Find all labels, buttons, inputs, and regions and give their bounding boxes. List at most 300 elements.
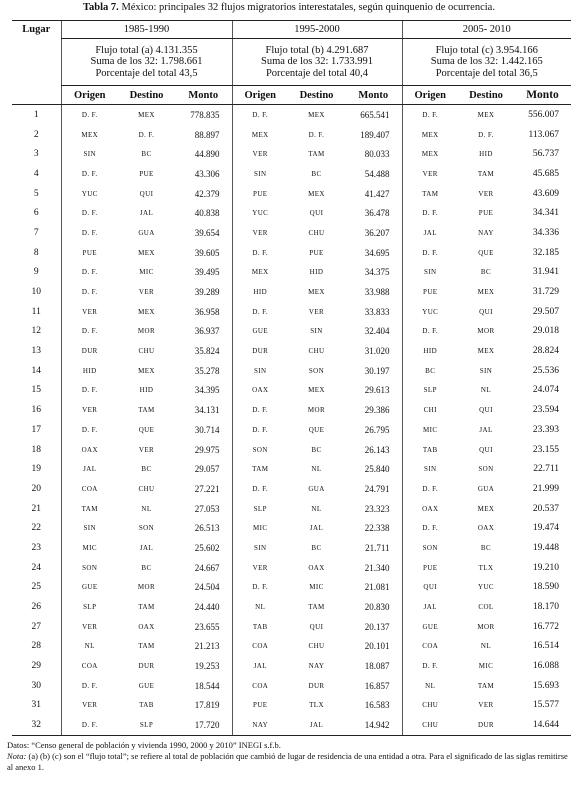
destino-cell: CHU: [308, 228, 325, 237]
destino-cell: GUA: [477, 484, 495, 493]
origen-cell: D. F.: [402, 656, 458, 676]
monto-cell: 45.685: [532, 168, 560, 179]
period-header-2005: 2005- 2010: [402, 21, 571, 39]
suma-32: Suma de los 32: 1.733.991: [261, 56, 373, 68]
destino-cell: QUI: [479, 307, 493, 316]
destino-cell: BC: [141, 563, 152, 572]
monto-cell: 24.667: [194, 562, 220, 573]
rank-cell: 9: [33, 267, 39, 278]
origen-cell: D. F.: [232, 302, 288, 322]
origen-cell: GUE: [232, 322, 288, 342]
destino-cell: QUI: [309, 209, 324, 218]
monto-cell: 20.137: [364, 621, 390, 632]
origen-cell: SIN: [232, 361, 288, 381]
table-row: [12, 302, 571, 322]
origen-cell: HID: [232, 282, 288, 302]
totals-1985: [61, 39, 232, 86]
origen-cell: VER: [232, 558, 288, 578]
destino-cell: MIC: [478, 662, 494, 671]
table-row: [12, 144, 571, 164]
monto-cell: 29.386: [364, 405, 390, 416]
period-header-1985: 1985-1990: [61, 21, 232, 39]
monto-cell: 44.890: [194, 149, 220, 160]
rank-cell: 25: [31, 582, 41, 593]
table-row: [12, 676, 571, 696]
monto-cell: 36.958: [194, 306, 220, 317]
origen-cell: D. F.: [61, 282, 118, 302]
monto-cell: 18.590: [532, 582, 560, 593]
origen-cell: MIC: [402, 420, 458, 440]
destino-cell: TAM: [308, 150, 325, 159]
destino-header: Destino: [458, 86, 514, 105]
monto-cell: 29.507: [532, 306, 560, 317]
rank-cell: 19: [31, 464, 41, 475]
monto-cell: 35.824: [194, 346, 220, 357]
origen-cell: DUR: [61, 341, 118, 361]
monto-header: Monto: [345, 86, 402, 105]
table-row: [12, 538, 571, 558]
destino-cell: QUE: [478, 248, 494, 257]
totals-1995: [232, 39, 402, 86]
origen-cell: D. F.: [232, 105, 288, 125]
table-row: [12, 499, 571, 519]
origen-cell: VER: [232, 223, 288, 243]
monto-cell: 556.007: [528, 109, 560, 120]
origen-cell: MEX: [232, 125, 288, 145]
destino-cell: GUA: [308, 484, 325, 493]
monto-cell: 16.583: [364, 700, 390, 711]
monto-cell: 17.819: [194, 700, 220, 711]
monto-cell: 21.213: [194, 641, 220, 652]
origen-cell: JAL: [232, 656, 288, 676]
origen-cell: TAB: [232, 617, 288, 637]
origen-cell: SIN: [402, 459, 458, 479]
monto-cell: 23.594: [532, 405, 560, 416]
origen-cell: SLP: [232, 499, 288, 519]
origen-cell: SON: [232, 440, 288, 460]
table-row: [12, 243, 571, 263]
destino-cell: MIC: [139, 268, 154, 277]
rank-cell: 10: [31, 287, 41, 298]
destino-cell: TAM: [138, 406, 155, 415]
monto-cell: 15.577: [532, 700, 560, 711]
destino-cell: MEX: [138, 366, 155, 375]
monto-cell: 29.057: [194, 464, 220, 475]
origen-cell: COA: [232, 676, 288, 696]
origen-cell: PUE: [61, 243, 118, 263]
destino-cell: JAL: [139, 209, 154, 218]
destino-cell: CHU: [308, 347, 325, 356]
monto-cell: 19.474: [532, 523, 560, 534]
origen-cell: MEX: [402, 125, 458, 145]
rank-cell: 18: [31, 444, 41, 455]
origen-cell: D. F.: [61, 223, 118, 243]
table-row: [12, 184, 571, 204]
origen-cell: TAB: [402, 440, 458, 460]
origen-cell: PUE: [402, 558, 458, 578]
origen-cell: JAL: [402, 223, 458, 243]
monto-cell: 19.253: [194, 661, 220, 672]
monto-cell: 80.033: [364, 149, 390, 160]
destino-cell: BC: [311, 445, 322, 454]
monto-cell: 39.654: [194, 227, 220, 238]
origen-cell: SIN: [232, 538, 288, 558]
origen-cell: SIN: [402, 263, 458, 283]
destino-cell: JAL: [139, 543, 154, 552]
rank-cell: 4: [33, 168, 39, 179]
monto-cell: 16.088: [532, 661, 560, 672]
origen-cell: D. F.: [61, 105, 118, 125]
origen-cell: YUC: [402, 302, 458, 322]
destino-cell: DUR: [458, 715, 514, 735]
origen-cell: COA: [61, 656, 118, 676]
destino-cell: QUI: [139, 189, 154, 198]
lugar-header: Lugar: [12, 21, 61, 105]
destino-cell: OAX: [138, 622, 155, 631]
monto-cell: 25.840: [364, 464, 390, 475]
monto-cell: 20.537: [532, 503, 560, 514]
monto-cell: 21.340: [364, 562, 390, 573]
rank-cell: 20: [31, 483, 41, 494]
monto-cell: 29.975: [194, 444, 220, 455]
destino-cell: QUI: [479, 406, 493, 415]
destino-cell: MEX: [308, 189, 325, 198]
rank-cell: 22: [31, 523, 41, 534]
destino-cell: MOR: [477, 622, 495, 631]
monto-cell: 778.835: [190, 109, 220, 120]
table-row: [12, 558, 571, 578]
table-row: [12, 696, 571, 716]
porcentaje-total: Porcentaje del total 36,5: [435, 67, 538, 79]
table-row: [12, 263, 571, 283]
origen-cell: SON: [402, 538, 458, 558]
origen-cell: PUE: [402, 282, 458, 302]
origen-cell: VER: [402, 164, 458, 184]
origen-cell: TAM: [232, 459, 288, 479]
monto-cell: 14.942: [345, 715, 402, 735]
destino-cell: MIC: [309, 583, 324, 592]
monto-cell: 19.448: [532, 542, 560, 553]
origen-cell: D. F.: [402, 518, 458, 538]
monto-cell: 21.081: [364, 582, 390, 593]
origen-cell: TAM: [61, 499, 118, 519]
monto-cell: 40.838: [194, 208, 220, 219]
destino-cell: CHU: [138, 484, 155, 493]
origen-header: Origen: [402, 86, 458, 105]
rank-cell: 13: [31, 346, 41, 357]
migration-table: [12, 20, 571, 736]
flujo-total: Flujo total (c) 3.954.166: [435, 44, 538, 56]
monto-cell: 31.941: [532, 267, 560, 278]
table-row: [12, 105, 571, 125]
origen-cell: COA: [61, 479, 118, 499]
monto-cell: 30.714: [194, 424, 220, 435]
destino-cell: TLX: [478, 563, 494, 572]
monto-cell: 31.729: [532, 287, 560, 298]
destino-cell: SON: [138, 524, 155, 533]
table-row: [12, 164, 571, 184]
origen-cell: BC: [402, 361, 458, 381]
monto-cell: 39.289: [194, 287, 220, 298]
monto-cell: 28.824: [532, 346, 560, 357]
rank-cell: 31: [31, 700, 41, 711]
monto-cell: 43.306: [194, 168, 220, 179]
table-row: [12, 518, 571, 538]
table-row: [12, 322, 571, 342]
origen-cell: D. F.: [61, 381, 118, 401]
origen-cell: GUE: [402, 617, 458, 637]
rank-cell: 28: [31, 641, 41, 652]
rank-cell: 6: [33, 208, 39, 219]
rank-cell: 5: [33, 188, 39, 199]
destino-cell: MOR: [477, 327, 495, 336]
monto-cell: 24.791: [364, 483, 390, 494]
monto-cell: 33.833: [364, 306, 390, 317]
period-header-1995: 1995-2000: [232, 21, 402, 39]
destino-cell: JAL: [479, 425, 493, 434]
rank-cell: 15: [31, 385, 41, 396]
destino-cell: MOR: [137, 583, 156, 592]
destino-cell: CHU: [138, 347, 155, 356]
monto-cell: 18.544: [194, 680, 220, 691]
table-row: [12, 361, 571, 381]
monto-cell: 27.221: [194, 483, 220, 494]
monto-cell: 26.795: [364, 424, 390, 435]
monto-cell: 22.338: [364, 523, 390, 534]
monto-cell: 39.495: [194, 267, 220, 278]
origen-cell: OAX: [232, 381, 288, 401]
destino-cell: SON: [308, 366, 325, 375]
rank-cell: 21: [31, 503, 41, 514]
monto-cell: 19.210: [532, 562, 560, 573]
monto-header: Monto: [514, 86, 571, 105]
destino-cell: BC: [141, 465, 152, 474]
table-row: [12, 656, 571, 676]
rank-cell: 7: [33, 227, 39, 238]
origen-cell: MEX: [232, 263, 288, 283]
destino-cell: MOR: [307, 406, 326, 415]
source-note: Datos: “Censo general de población y vivienda 1990, 2000 y 2010” INEGI s.f.b.: [7, 740, 281, 750]
monto-cell: 56.737: [532, 149, 560, 160]
destino-cell: VER: [478, 701, 494, 710]
monto-cell: 24.440: [194, 602, 220, 613]
rank-cell: 3: [33, 149, 39, 160]
destino-cell: MEX: [477, 110, 495, 119]
origen-cell: NL: [232, 597, 288, 617]
table-title-text: México: principales 32 flujos migratorios interestatales, según quinquenio de ocurrencia.: [121, 2, 495, 13]
monto-cell: 16.857: [364, 680, 390, 691]
monto-header: Monto: [175, 86, 232, 105]
origen-cell: D. F.: [232, 578, 288, 598]
rank-cell: 30: [31, 680, 41, 691]
origen-cell: MIC: [61, 538, 118, 558]
destino-cell: NL: [480, 642, 492, 651]
monto-cell: 27.053: [194, 503, 220, 514]
period-header-row: [12, 21, 571, 39]
monto-cell: 17.720: [175, 715, 232, 735]
origen-cell: VER: [232, 144, 288, 164]
destino-cell: TLX: [309, 701, 324, 710]
table-title-label: Tabla 7.: [83, 2, 119, 13]
destino-cell: TAM: [477, 169, 495, 178]
table-row: [12, 578, 571, 598]
destino-cell: TAM: [308, 603, 325, 612]
suma-32: Suma de los 32: 1.798.661: [90, 56, 203, 68]
table-row: [12, 617, 571, 637]
monto-cell: 43.609: [532, 188, 560, 199]
destino-cell: NL: [311, 504, 322, 513]
destino-cell: NAY: [308, 662, 325, 671]
origen-cell: VER: [61, 400, 118, 420]
origen-cell: D. F.: [61, 164, 118, 184]
origen-cell: SLP: [402, 381, 458, 401]
destino-cell: PUE: [478, 209, 494, 218]
origen-cell: DUR: [232, 341, 288, 361]
totals-2005: [402, 39, 571, 86]
origen-cell: D. F.: [402, 322, 458, 342]
destino-cell: PUE: [309, 248, 324, 257]
monto-cell: 54.488: [364, 168, 390, 179]
table-row: [12, 715, 571, 735]
rank-cell: 8: [33, 247, 39, 258]
origen-cell: SIN: [61, 518, 118, 538]
monto-cell: 16.514: [532, 641, 560, 652]
destino-cell: OAX: [477, 524, 495, 533]
monto-cell: 34.395: [194, 385, 220, 396]
destino-cell: QUE: [138, 425, 155, 434]
column-header-row: [12, 86, 571, 105]
destino-cell: D. F.: [308, 130, 325, 139]
origen-cell: JAL: [61, 459, 118, 479]
origen-cell: YUC: [232, 203, 288, 223]
monto-cell: 23.155: [532, 444, 560, 455]
table-row: [12, 597, 571, 617]
table-row: [12, 381, 571, 401]
totals-row: [12, 39, 571, 86]
origen-cell: OAX: [402, 499, 458, 519]
origen-cell: HID: [61, 361, 118, 381]
porcentaje-total: Porcentaje del total 43,5: [95, 67, 198, 79]
destino-cell: JAL: [288, 715, 345, 735]
monto-cell: 29.018: [532, 326, 560, 337]
destino-cell: SLP: [118, 715, 175, 735]
destino-cell: MEX: [308, 386, 325, 395]
origen-cell: NL: [402, 676, 458, 696]
destino-cell: QUI: [309, 622, 324, 631]
destino-cell: D. F.: [138, 130, 155, 139]
destino-cell: MEX: [138, 307, 155, 316]
monto-cell: 39.605: [194, 247, 220, 258]
monto-cell: 15.693: [532, 680, 560, 691]
table-row: [12, 400, 571, 420]
origen-cell: D. F.: [61, 263, 118, 283]
origen-cell: PUE: [232, 696, 288, 716]
destino-cell: VER: [138, 445, 155, 454]
monto-cell: 189.407: [360, 129, 390, 140]
origen-header: Origen: [61, 86, 118, 105]
origen-header: Origen: [232, 86, 288, 105]
origen-cell: JAL: [402, 597, 458, 617]
table-row: [12, 203, 571, 223]
suma-32: Suma de los 32: 1.442.165: [430, 56, 543, 68]
origen-cell: CHU: [402, 696, 458, 716]
monto-cell: 25.602: [194, 542, 220, 553]
origen-cell: D. F.: [61, 203, 118, 223]
monto-cell: 18.170: [532, 602, 560, 613]
destino-cell: D. F.: [478, 130, 494, 139]
monto-cell: 30.197: [364, 365, 390, 376]
origen-cell: COA: [232, 637, 288, 657]
rank-cell: 1: [33, 109, 39, 120]
rank-cell: 16: [31, 405, 41, 416]
monto-cell: 23.655: [194, 621, 220, 632]
monto-cell: 113.067: [528, 129, 560, 140]
origen-cell: MIC: [232, 518, 288, 538]
destino-cell: MEX: [138, 110, 155, 119]
origen-cell: VER: [61, 696, 118, 716]
origen-cell: D. F.: [232, 479, 288, 499]
origen-cell: D. F.: [232, 400, 288, 420]
monto-cell: 29.613: [364, 385, 390, 396]
destino-cell: QUE: [308, 425, 325, 434]
origen-cell: D. F.: [232, 243, 288, 263]
destino-cell: VER: [308, 307, 325, 316]
destino-cell: NL: [480, 386, 492, 395]
monto-cell: 21.999: [532, 483, 560, 494]
monto-cell: 32.404: [364, 326, 390, 337]
destino-cell: MOR: [137, 327, 156, 336]
origen-cell: OAX: [61, 440, 118, 460]
monto-cell: 33.988: [364, 287, 390, 298]
flujo-total: Flujo total (a) 4.131.355: [95, 44, 198, 56]
monto-cell: 31.020: [364, 346, 390, 357]
destino-cell: SIN: [310, 327, 323, 336]
destino-cell: MEX: [477, 288, 495, 297]
origen-cell: D. F.: [402, 203, 458, 223]
monto-cell: 41.427: [364, 188, 390, 199]
origen-cell: CHI: [402, 400, 458, 420]
destino-cell: BC: [311, 169, 322, 178]
origen-cell: D. F.: [61, 676, 118, 696]
rank-cell: 32: [12, 715, 61, 735]
monto-cell: 36.937: [194, 326, 220, 337]
destino-cell: BC: [480, 543, 492, 552]
table-notes: [7, 740, 572, 773]
origen-cell: HID: [402, 341, 458, 361]
origen-cell: MEX: [61, 125, 118, 145]
destino-cell: MEX: [477, 504, 495, 513]
monto-cell: 22.711: [533, 464, 560, 475]
table-row: [12, 223, 571, 243]
origen-cell: SON: [61, 558, 118, 578]
note-text: (a) (b) (c) son el “flujo total”; se refiere al total de población que cambió de lugar de residencia de una entidad a otra. Para el significado de las siglas remitirse al anexo 1.: [7, 751, 568, 772]
monto-cell: 36.478: [364, 208, 390, 219]
destino-cell: OAX: [308, 563, 325, 572]
destino-cell: CHU: [308, 642, 325, 651]
rank-cell: 14: [31, 365, 41, 376]
rank-cell: 24: [31, 562, 41, 573]
flujo-total: Flujo total (b) 4.291.687: [265, 44, 369, 56]
destino-cell: SON: [478, 465, 494, 474]
destino-cell: TAM: [138, 642, 155, 651]
origen-cell: PUE: [232, 184, 288, 204]
destino-header: Destino: [118, 86, 175, 105]
origen-cell: YUC: [61, 184, 118, 204]
monto-cell: 14.644: [514, 715, 571, 735]
monto-cell: 25.536: [532, 365, 560, 376]
origen-cell: D. F.: [232, 420, 288, 440]
origen-cell: D. F.: [61, 420, 118, 440]
